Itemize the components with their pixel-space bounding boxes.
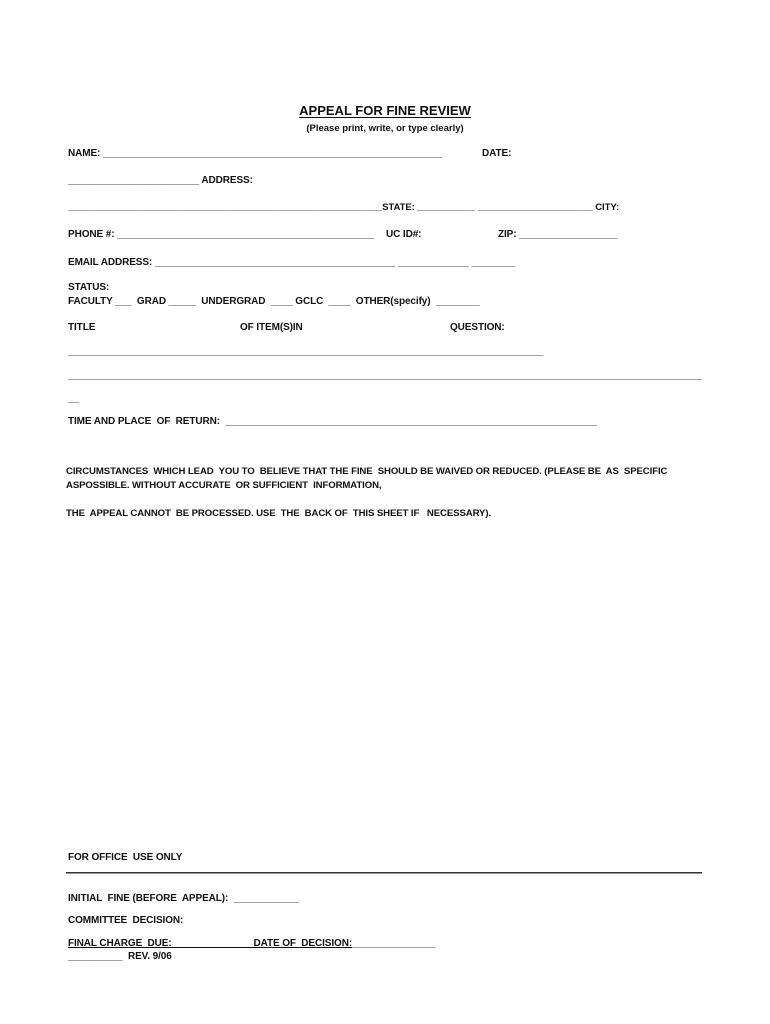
return-field[interactable]: TIME AND PLACE OF RETURN: ____________________________________________________________________ bbox=[68, 416, 597, 427]
item-line-3[interactable]: __ bbox=[68, 393, 79, 404]
circumstances-text-3: THE APPEAL CANNOT BE PROCESSED. USE THE BACK OF THIS SHEET IF NECESSARY). bbox=[66, 508, 492, 519]
circumstances-text-2: ASPOSSIBLE. WITHOUT ACCURATE OR SUFFICIENT INFORMATION, bbox=[66, 480, 382, 491]
form-title: APPEAL FOR FINE REVIEW bbox=[299, 103, 471, 118]
status-label: STATUS: bbox=[68, 282, 110, 293]
circumstances-text-1: CIRCUMSTANCES WHICH LEAD YOU TO BELIEVE THAT THE FINE SHOULD BE WAIVED OR REDUCED. (PLEASE BE AS SPECIFIC bbox=[66, 466, 668, 477]
email-field[interactable]: EMAIL ADDRESS: ____________________________________________ _____________ ________ bbox=[68, 257, 516, 268]
ucid-field[interactable]: UC ID#: bbox=[386, 229, 422, 240]
status-options[interactable]: FACULTY ___ GRAD _____ UNDERGRAD ____ GCLC ____ OTHER(specify) ________ bbox=[68, 296, 480, 307]
items-label: OF ITEM(S)IN bbox=[240, 322, 303, 333]
item-title-label: TITLE bbox=[68, 322, 96, 333]
form-subtitle: (Please print, write, or type clearly) bbox=[306, 123, 464, 134]
final-charge-field[interactable]: FINAL CHARGE DUE:_______________DATE OF DECISION: bbox=[68, 938, 353, 949]
item-line-1[interactable]: _______________________________________________________________________________________ bbox=[68, 346, 544, 357]
zip-field[interactable]: ZIP: __________________ bbox=[498, 229, 618, 240]
state-city-field[interactable]: ____________________________________________________________STATE: ___________ ______________________ CITY: bbox=[68, 202, 620, 213]
initial-fine-field[interactable]: INITIAL FINE (BEFORE APPEAL): ____________ bbox=[68, 893, 300, 904]
name-field[interactable]: NAME: ______________________________________________________________ bbox=[68, 148, 442, 159]
item-line-2[interactable]: ____________________________________________________________________________________________________________________ bbox=[68, 370, 702, 381]
revision-note: __________ REV. 9/06 bbox=[68, 951, 172, 962]
phone-field[interactable]: PHONE #: _______________________________________________ bbox=[68, 229, 374, 240]
question-label: QUESTION: bbox=[450, 322, 505, 333]
decision-date-field[interactable]: _________________ bbox=[340, 938, 436, 949]
office-divider bbox=[66, 872, 702, 873]
office-use-label: FOR OFFICE USE ONLY bbox=[68, 852, 183, 863]
date-field[interactable]: DATE: bbox=[482, 148, 512, 159]
address-field[interactable]: ________________________ ADDRESS: bbox=[68, 175, 253, 186]
committee-decision-label: COMMITTEE DECISION: bbox=[68, 915, 184, 926]
